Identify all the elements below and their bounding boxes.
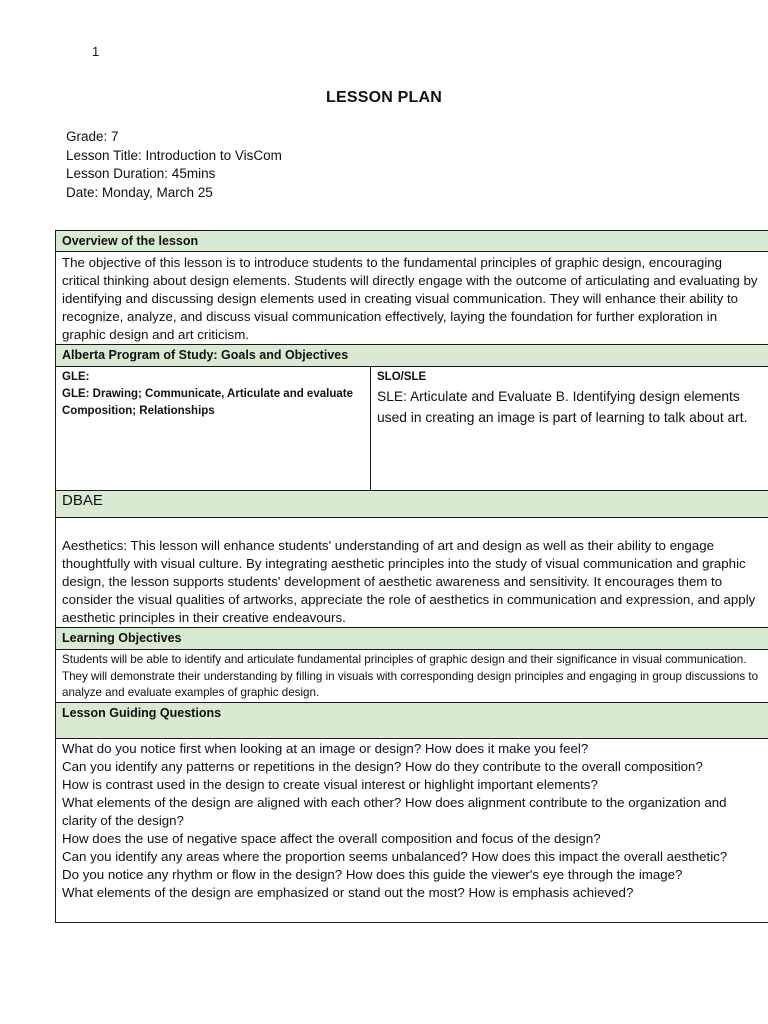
gle-text: GLE: Drawing; Communicate, Articulate and evaluate Composition; Relationships — [62, 388, 353, 417]
grade-line: Grade: 7 — [66, 129, 119, 144]
page-title: LESSON PLAN — [326, 89, 442, 106]
question-item: Can you identify any patterns or repetitions in the design? How do they contribute to the overall composition? — [62, 759, 703, 774]
date-line: Date: Monday, March 25 — [66, 184, 213, 200]
lesson-plan-table — [55, 230, 768, 923]
gle-cell — [56, 367, 371, 491]
overview-header: Overview of the lesson — [56, 231, 768, 252]
dbae-body-row — [56, 518, 768, 628]
question-item: What elements of the design are emphasized or stand out the most? How is emphasis achieved? — [62, 885, 634, 900]
question-item: How is contrast used in the design to create visual interest or highlight important elements? — [62, 777, 598, 792]
slo-label: SLO/SLE — [377, 371, 427, 383]
question-item: How does the use of negative space affect the overall composition and focus of the design? — [62, 831, 601, 846]
duration-line: Lesson Duration: 45mins — [66, 166, 216, 181]
questions-cell — [56, 739, 768, 923]
slo-cell — [371, 367, 768, 491]
objectives-header: Learning Objectives — [56, 628, 768, 650]
questions-body-row — [56, 739, 768, 923]
question-item: Do you notice any rhythm or flow in the design? How does this guide the viewer's eye through the image? — [62, 867, 683, 882]
questions-header-row — [56, 703, 768, 739]
question-item: What do you notice first when looking at an image or design? How does it make you feel? — [62, 741, 589, 756]
lesson-title-line: Lesson Title: Introduction to VisCom — [66, 147, 282, 163]
lesson-meta — [66, 128, 282, 202]
page-number: 1 — [92, 44, 100, 59]
question-item: What elements of the design are aligned with each other? How does alignment contribute to the organization and clarity of the design? — [62, 795, 727, 828]
dbae-header: DBAE — [56, 491, 768, 518]
program-header: Alberta Program of Study: Goals and Objectives — [56, 345, 768, 367]
overview-header-row — [56, 231, 768, 252]
question-item: Can you identify any areas where the proportion seems unbalanced? How does this impact the overall aesthetic? — [62, 849, 728, 864]
objectives-header-row — [56, 628, 768, 650]
overview-text: The objective of this lesson is to introduce students to the fundamental principles of graphic design, encouraging critical thinking about design elements. Students will directly engage with the outcome of articulating and evaluating by identifying and discussing design elements used in creating visual communication. They will enhance their ability to recognize, analyze, and discuss visual communication effectively, laying the foundation for further exploration in graphic design and art criticism. — [56, 252, 768, 345]
dbae-text: Aesthetics: This lesson will enhance students' understanding of art and design as well as their ability to engage thoughtfully with visual culture. By integrating aesthetic principles into the study of visual communication and graphic design, the lesson supports students' development of aesthetic awareness and sensitivity. It encourages them to consider the visual qualities of artworks, appreciate the role of aesthetics in communication and expression, and apply aesthetic principles in their creative endeavours. — [56, 518, 768, 628]
dbae-header-row — [56, 491, 768, 518]
objectives-text: Students will be able to identify and articulate fundamental principles of graphic design and their significance in visual communication. They will demonstrate their understanding by filling in visuals with corresponding design principles and engaging in group discussions to analyze and evaluate examples of graphic design. — [56, 650, 768, 703]
overview-body-row — [56, 252, 768, 345]
gle-label: GLE: — [62, 371, 90, 383]
questions-header: Lesson Guiding Questions — [56, 703, 768, 739]
slo-text: SLE: Articulate and Evaluate B. Identifying design elements used in creating an image is part of learning to talk about art. — [377, 389, 748, 425]
objectives-body-row — [56, 650, 768, 703]
program-body-row — [56, 367, 768, 491]
program-header-row — [56, 345, 768, 367]
